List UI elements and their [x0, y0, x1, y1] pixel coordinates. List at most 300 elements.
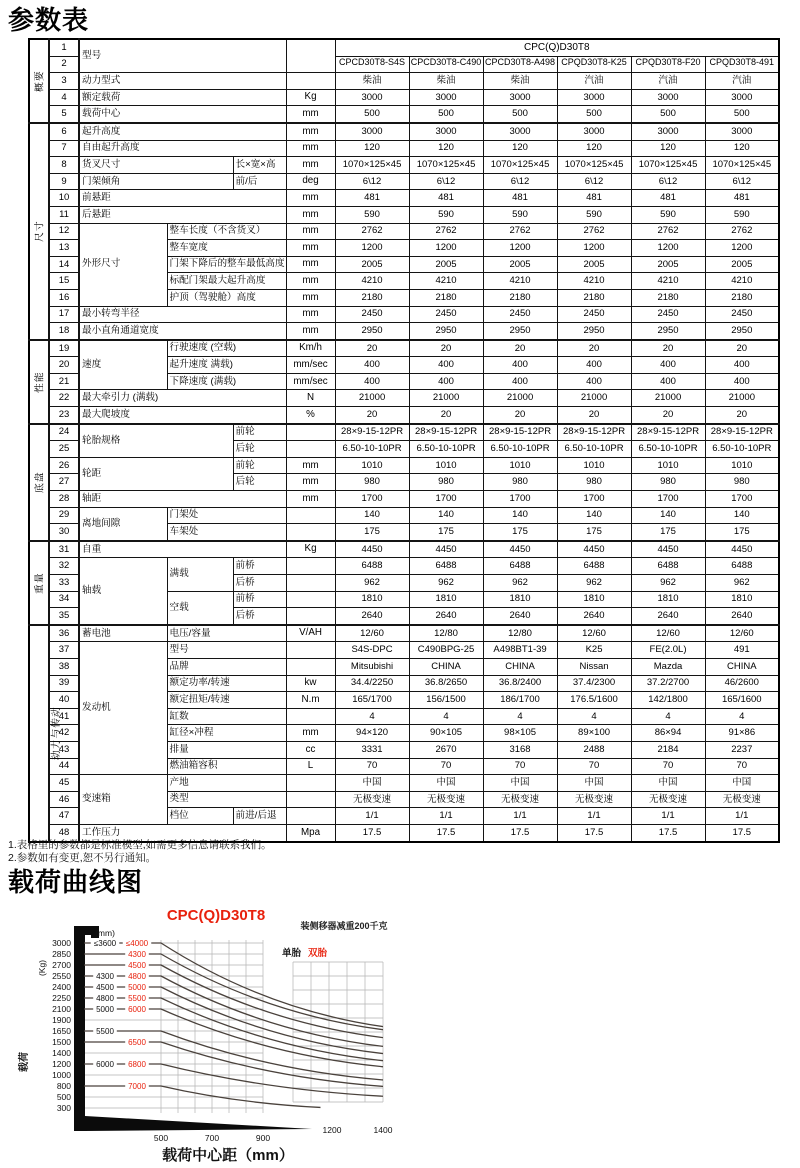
- param-value: 590: [557, 206, 631, 223]
- row-number: 36: [49, 625, 79, 642]
- param-value: 中国: [409, 775, 483, 792]
- param-value: 481: [705, 190, 779, 207]
- param-value: 3168: [483, 741, 557, 758]
- row-number: 34: [49, 591, 79, 608]
- param-value: 4210: [409, 273, 483, 290]
- unit: %: [286, 407, 335, 424]
- param-value: 2640: [631, 608, 705, 625]
- param-value: 3000: [557, 89, 631, 106]
- param-value: 2950: [409, 323, 483, 340]
- row-number: 46: [49, 791, 79, 808]
- param-value: 120: [557, 140, 631, 157]
- param-value: 28×9-15-12PR: [409, 424, 483, 441]
- spec-table: [28, 38, 780, 843]
- param-subname: 前桥: [233, 558, 286, 575]
- param-value: 140: [409, 507, 483, 524]
- unit: [286, 39, 335, 73]
- param-value: 4: [631, 708, 705, 725]
- param-value: 6\12: [705, 173, 779, 190]
- param-value: 6\12: [631, 173, 705, 190]
- param-value: 400: [631, 373, 705, 390]
- param-value: 98×105: [483, 725, 557, 742]
- param-value: 120: [409, 140, 483, 157]
- param-value: 1/1: [631, 808, 705, 825]
- param-value: 28×9-15-12PR: [705, 424, 779, 441]
- unit: [286, 775, 335, 792]
- param-value: CHINA: [409, 658, 483, 675]
- single-tire-mast-label: 5000: [96, 1005, 114, 1014]
- param-value: 2762: [705, 223, 779, 240]
- unit: [286, 591, 335, 608]
- param-name: 前悬距: [79, 190, 286, 207]
- row-number: 6: [49, 123, 79, 140]
- row-number: 35: [49, 608, 79, 625]
- param-value: 1810: [705, 591, 779, 608]
- param-value: 175: [557, 524, 631, 541]
- param-value: 140: [631, 507, 705, 524]
- y-tick-label: 2100: [52, 1004, 71, 1014]
- param-value: 175: [705, 524, 779, 541]
- row-number: 15: [49, 273, 79, 290]
- param-value: 中国: [483, 775, 557, 792]
- table-row: [29, 558, 779, 575]
- dual-tire-mast-label: 4500: [128, 961, 146, 970]
- param-name: 后悬距: [79, 206, 286, 223]
- param-name: 自重: [79, 541, 286, 558]
- param-value: 962: [631, 575, 705, 592]
- param-value: 1010: [705, 457, 779, 474]
- row-number: 47: [49, 808, 79, 825]
- param-value: 70: [705, 758, 779, 775]
- row-number: 29: [49, 507, 79, 524]
- param-value: S4S-DPC: [335, 642, 409, 659]
- unit: L: [286, 758, 335, 775]
- unit: mm: [286, 106, 335, 123]
- unit: N: [286, 390, 335, 407]
- param-value: 70: [483, 758, 557, 775]
- param-name: 载荷中心: [79, 106, 286, 123]
- param-value: 无极变速: [335, 791, 409, 808]
- category-label-text: 动力与传动: [50, 706, 62, 761]
- param-value: 120: [335, 140, 409, 157]
- param-value: 6488: [409, 558, 483, 575]
- single-tire-mast-label: 4300: [96, 972, 114, 981]
- param-subname: 电压/容量: [167, 625, 286, 642]
- param-value: 4210: [705, 273, 779, 290]
- param-value: 20: [557, 407, 631, 424]
- param-value: 2005: [557, 256, 631, 273]
- param-value: 4210: [631, 273, 705, 290]
- param-value: 2640: [557, 608, 631, 625]
- param-value: 120: [705, 140, 779, 157]
- y-tick-label: 1500: [52, 1037, 71, 1047]
- param-value: 3000: [483, 123, 557, 140]
- chart-title: CPC(Q)D30T8: [166, 907, 266, 924]
- param-value: 20: [705, 407, 779, 424]
- unit: cc: [286, 741, 335, 758]
- param-value: 4450: [409, 541, 483, 558]
- param-value: 无极变速: [557, 791, 631, 808]
- y-tick-label: 2400: [52, 982, 71, 992]
- unit: mm: [286, 457, 335, 474]
- param-subname: 车架处: [167, 524, 286, 541]
- table-row: [29, 407, 779, 424]
- footnote-2: 2.参数如有变更,恕不另行通知。: [8, 852, 157, 864]
- row-number: 24: [49, 424, 79, 441]
- row-number: 2: [49, 56, 79, 73]
- param-value: 1200: [409, 240, 483, 257]
- param-subname: 后桥: [233, 575, 286, 592]
- param-name: 轮胎规格: [79, 424, 233, 458]
- unit: Km/h: [286, 340, 335, 357]
- param-value: 400: [557, 357, 631, 374]
- param-value: 1810: [409, 591, 483, 608]
- param-value: 中国: [631, 775, 705, 792]
- y-axis-title: 载荷: [19, 1052, 30, 1072]
- param-value: 3000: [483, 89, 557, 106]
- param-value: 175: [335, 524, 409, 541]
- param-value: 1070×125×45: [631, 157, 705, 174]
- row-number: 37: [49, 642, 79, 659]
- param-value: 140: [483, 507, 557, 524]
- param-value: 4210: [557, 273, 631, 290]
- row-number: 25: [49, 441, 79, 458]
- param-name: 型号: [79, 39, 286, 73]
- unit: mm: [286, 206, 335, 223]
- param-value: 1010: [409, 457, 483, 474]
- param-value: 1200: [335, 240, 409, 257]
- param-value: 汽油: [557, 73, 631, 90]
- table-row: [29, 541, 779, 558]
- unit: mm: [286, 323, 335, 340]
- param-subname: 类型: [167, 791, 286, 808]
- row-number: 11: [49, 206, 79, 223]
- param-value: 2450: [705, 306, 779, 323]
- param-name: 轴距: [79, 491, 286, 508]
- param-name: 货叉尺寸: [79, 157, 233, 174]
- row-number: 28: [49, 491, 79, 508]
- param-subname: 下降速度 (满载): [167, 373, 286, 390]
- param-subname: 前轮: [233, 424, 286, 441]
- param-value: 2950: [631, 323, 705, 340]
- param-value: 400: [409, 373, 483, 390]
- param-value: 1700: [705, 491, 779, 508]
- param-value: 2950: [335, 323, 409, 340]
- param-value: 2237: [705, 741, 779, 758]
- param-value: 176.5/1600: [557, 692, 631, 709]
- param-value: 2180: [557, 289, 631, 306]
- unit: mm: [286, 223, 335, 240]
- param-value: Mazda: [631, 658, 705, 675]
- param-value: 980: [409, 474, 483, 491]
- param-value: 3000: [705, 89, 779, 106]
- param-value: FE(2.0L): [631, 642, 705, 659]
- param-value: 89×100: [557, 725, 631, 742]
- y-tick-label: 2700: [52, 960, 71, 970]
- param-value: 6488: [483, 558, 557, 575]
- param-value: 34.4/2250: [335, 675, 409, 692]
- table-row: [29, 491, 779, 508]
- param-value: 500: [557, 106, 631, 123]
- param-subname: 后轮: [233, 441, 286, 458]
- y-tick-label: 1650: [52, 1026, 71, 1036]
- x-tick-label: 1400: [373, 1125, 393, 1135]
- unit: Kg: [286, 541, 335, 558]
- param-value: 175: [631, 524, 705, 541]
- spec-table-body: [29, 39, 779, 842]
- unit: mm: [286, 289, 335, 306]
- chart-section-title: 载荷曲线图: [8, 867, 144, 897]
- unit: mm: [286, 256, 335, 273]
- row-number: 32: [49, 558, 79, 575]
- unit: mm: [286, 157, 335, 174]
- page-title: 参数表: [8, 5, 90, 35]
- param-value: 94×120: [335, 725, 409, 742]
- param-subname: 后桥: [233, 608, 286, 625]
- param-value: 3000: [557, 123, 631, 140]
- param-name: 自由起升高度: [79, 140, 286, 157]
- table-row: [29, 424, 779, 441]
- param-value: 980: [631, 474, 705, 491]
- param-value: CHINA: [705, 658, 779, 675]
- param-value: 2180: [483, 289, 557, 306]
- mast-unit-label: (mm): [95, 928, 115, 938]
- param-value: 590: [483, 206, 557, 223]
- dual-tire-mast-label: ≤4000: [125, 939, 149, 948]
- param-value: 962: [705, 575, 779, 592]
- param-subname: 排量: [167, 741, 286, 758]
- param-value: 2180: [409, 289, 483, 306]
- unit: [286, 658, 335, 675]
- param-value: 142/1800: [631, 692, 705, 709]
- param-value: 4: [705, 708, 779, 725]
- y-tick-label: 1900: [52, 1015, 71, 1025]
- param-value: 12/60: [335, 625, 409, 642]
- category-label-text: 性能: [34, 370, 46, 393]
- y-tick-label: 300: [56, 1103, 71, 1113]
- unit: [286, 441, 335, 458]
- unit: [286, 424, 335, 441]
- param-value: 400: [335, 373, 409, 390]
- param-value: 3000: [409, 123, 483, 140]
- y-axis-unit: (Kg): [37, 959, 47, 977]
- single-tire-mast-label: 5500: [96, 1027, 114, 1036]
- y-tick-label: 1400: [52, 1048, 71, 1058]
- param-value: 无极变速: [631, 791, 705, 808]
- row-number: 23: [49, 407, 79, 424]
- unit: mm: [286, 240, 335, 257]
- param-value: 962: [335, 575, 409, 592]
- single-tire-mast-label: 4800: [96, 994, 114, 1003]
- unit: mm: [286, 140, 335, 157]
- param-value: 165/1700: [335, 692, 409, 709]
- param-value: 28×9-15-12PR: [335, 424, 409, 441]
- param-value: A498BT1-39: [483, 642, 557, 659]
- param-value: 汽油: [631, 73, 705, 90]
- param-name: 最小转弯半径: [79, 306, 286, 323]
- row-number: 18: [49, 323, 79, 340]
- row-number: 44: [49, 758, 79, 775]
- param-value: 中国: [705, 775, 779, 792]
- param-name: 轮距: [79, 457, 233, 490]
- unit: Mpa: [286, 824, 335, 841]
- param-value: 20: [335, 407, 409, 424]
- param-value: 2450: [557, 306, 631, 323]
- param-subname: 档位: [167, 808, 233, 825]
- param-value: 481: [483, 190, 557, 207]
- unit: [286, 73, 335, 90]
- legend-dual-tire: 双胎: [308, 948, 328, 959]
- dual-tire-mast-label: 5500: [128, 994, 146, 1003]
- category-label: [29, 625, 62, 842]
- param-value: 140: [705, 507, 779, 524]
- param-value: 120: [483, 140, 557, 157]
- x-tick-label: 500: [153, 1133, 169, 1143]
- param-value: 4450: [483, 541, 557, 558]
- table-row: [29, 206, 779, 223]
- param-value: 2640: [483, 608, 557, 625]
- param-value: 500: [409, 106, 483, 123]
- row-number: 39: [49, 675, 79, 692]
- category-label: [29, 39, 49, 123]
- param-value: 21000: [409, 390, 483, 407]
- unit: deg: [286, 173, 335, 190]
- param-value: 120: [631, 140, 705, 157]
- param-subname: 型号: [167, 642, 286, 659]
- row-number: 10: [49, 190, 79, 207]
- param-name: 变速箱: [79, 775, 167, 825]
- category-label-text: 尺寸: [34, 220, 46, 243]
- x-axis-title: 载荷中心距（mm）: [162, 1147, 294, 1164]
- param-value: 20: [631, 340, 705, 357]
- param-value: 17.5: [705, 824, 779, 841]
- y-tick-label: 2850: [52, 949, 71, 959]
- param-value: 21000: [557, 390, 631, 407]
- param-value: 6.50-10-10PR: [483, 441, 557, 458]
- fork-axis-shape: [85, 1116, 312, 1131]
- unit: N.m: [286, 692, 335, 709]
- param-subname: 前桥: [233, 591, 286, 608]
- row-number: 7: [49, 140, 79, 157]
- row-number: 41: [49, 708, 79, 725]
- param-value: 21000: [631, 390, 705, 407]
- param-value: 中国: [335, 775, 409, 792]
- param-value: 6.50-10-10PR: [705, 441, 779, 458]
- param-value: 1810: [335, 591, 409, 608]
- param-value: 1010: [631, 457, 705, 474]
- row-number: 33: [49, 575, 79, 592]
- model-name: CPCD30T8-S4S: [335, 56, 409, 73]
- y-tick-label: 500: [56, 1092, 71, 1102]
- model-name: CPQD30T8-K25: [557, 56, 631, 73]
- param-value: 2950: [705, 323, 779, 340]
- param-value: 400: [483, 357, 557, 374]
- param-value: 柴油: [409, 73, 483, 90]
- param-subname: 额定扭矩/转速: [167, 692, 286, 709]
- category-label-text: 概要: [34, 70, 46, 92]
- unit: [286, 524, 335, 541]
- param-value: 2450: [409, 306, 483, 323]
- x-tick-label: 700: [204, 1133, 220, 1143]
- unit: Kg: [286, 89, 335, 106]
- param-value: 962: [557, 575, 631, 592]
- param-value: 980: [557, 474, 631, 491]
- unit: [286, 575, 335, 592]
- param-value: 1010: [335, 457, 409, 474]
- table-row: [29, 642, 779, 659]
- param-value: 86×94: [631, 725, 705, 742]
- param-value: 1010: [483, 457, 557, 474]
- param-value: 590: [409, 206, 483, 223]
- table-row: [29, 775, 779, 792]
- param-value: 20: [483, 340, 557, 357]
- param-subname: 前进/后退: [233, 808, 286, 825]
- table-row: [29, 625, 779, 642]
- x-tick-label: 900: [255, 1133, 271, 1143]
- param-value: 140: [335, 507, 409, 524]
- param-value: 2450: [335, 306, 409, 323]
- param-value: 1700: [409, 491, 483, 508]
- param-value: 1200: [557, 240, 631, 257]
- param-value: 1070×125×45: [483, 157, 557, 174]
- param-value: 590: [631, 206, 705, 223]
- param-value: 6.50-10-10PR: [557, 441, 631, 458]
- param-value: 20: [557, 340, 631, 357]
- param-value: 400: [705, 357, 779, 374]
- single-tire-mast-label: ≤3600: [93, 939, 117, 948]
- unit: [286, 608, 335, 625]
- param-subname: 护顶（驾驶舱）高度: [167, 289, 286, 306]
- param-value: 1700: [335, 491, 409, 508]
- param-value: 2762: [631, 223, 705, 240]
- param-value: 2762: [409, 223, 483, 240]
- category-label-text: 重量: [34, 572, 46, 594]
- param-value: 1810: [557, 591, 631, 608]
- param-value: 6488: [335, 558, 409, 575]
- param-value: 4450: [705, 541, 779, 558]
- param-value: 3331: [335, 741, 409, 758]
- param-value: 2762: [335, 223, 409, 240]
- y-tick-label: 2250: [52, 993, 71, 1003]
- param-value: 500: [705, 106, 779, 123]
- param-subname: 缸径×冲程: [167, 725, 286, 742]
- fork-axis-shape: [74, 926, 85, 1131]
- param-value: 2184: [631, 741, 705, 758]
- param-name: 最大牵引力 (满载): [79, 390, 286, 407]
- y-tick-label: 800: [56, 1081, 71, 1091]
- param-value: 2640: [409, 608, 483, 625]
- dual-tire-mast-label: 7000: [128, 1082, 146, 1091]
- param-value: 980: [705, 474, 779, 491]
- param-subname: 额定功率/转速: [167, 675, 286, 692]
- single-tire-mast-label: 4500: [96, 983, 114, 992]
- unit: mm/sec: [286, 357, 335, 374]
- param-subname: 标配门架最大起升高度: [167, 273, 286, 290]
- row-number: 5: [49, 106, 79, 123]
- param-value: 2180: [335, 289, 409, 306]
- param-value: 20: [409, 407, 483, 424]
- param-value: 1200: [483, 240, 557, 257]
- param-value: 4450: [631, 541, 705, 558]
- row-number: 26: [49, 457, 79, 474]
- param-value: 21000: [335, 390, 409, 407]
- table-row: [29, 507, 779, 524]
- param-value: 2450: [483, 306, 557, 323]
- row-number: 40: [49, 692, 79, 709]
- param-value: 36.8/2400: [483, 675, 557, 692]
- param-value: 无极变速: [483, 791, 557, 808]
- param-value: 2488: [557, 741, 631, 758]
